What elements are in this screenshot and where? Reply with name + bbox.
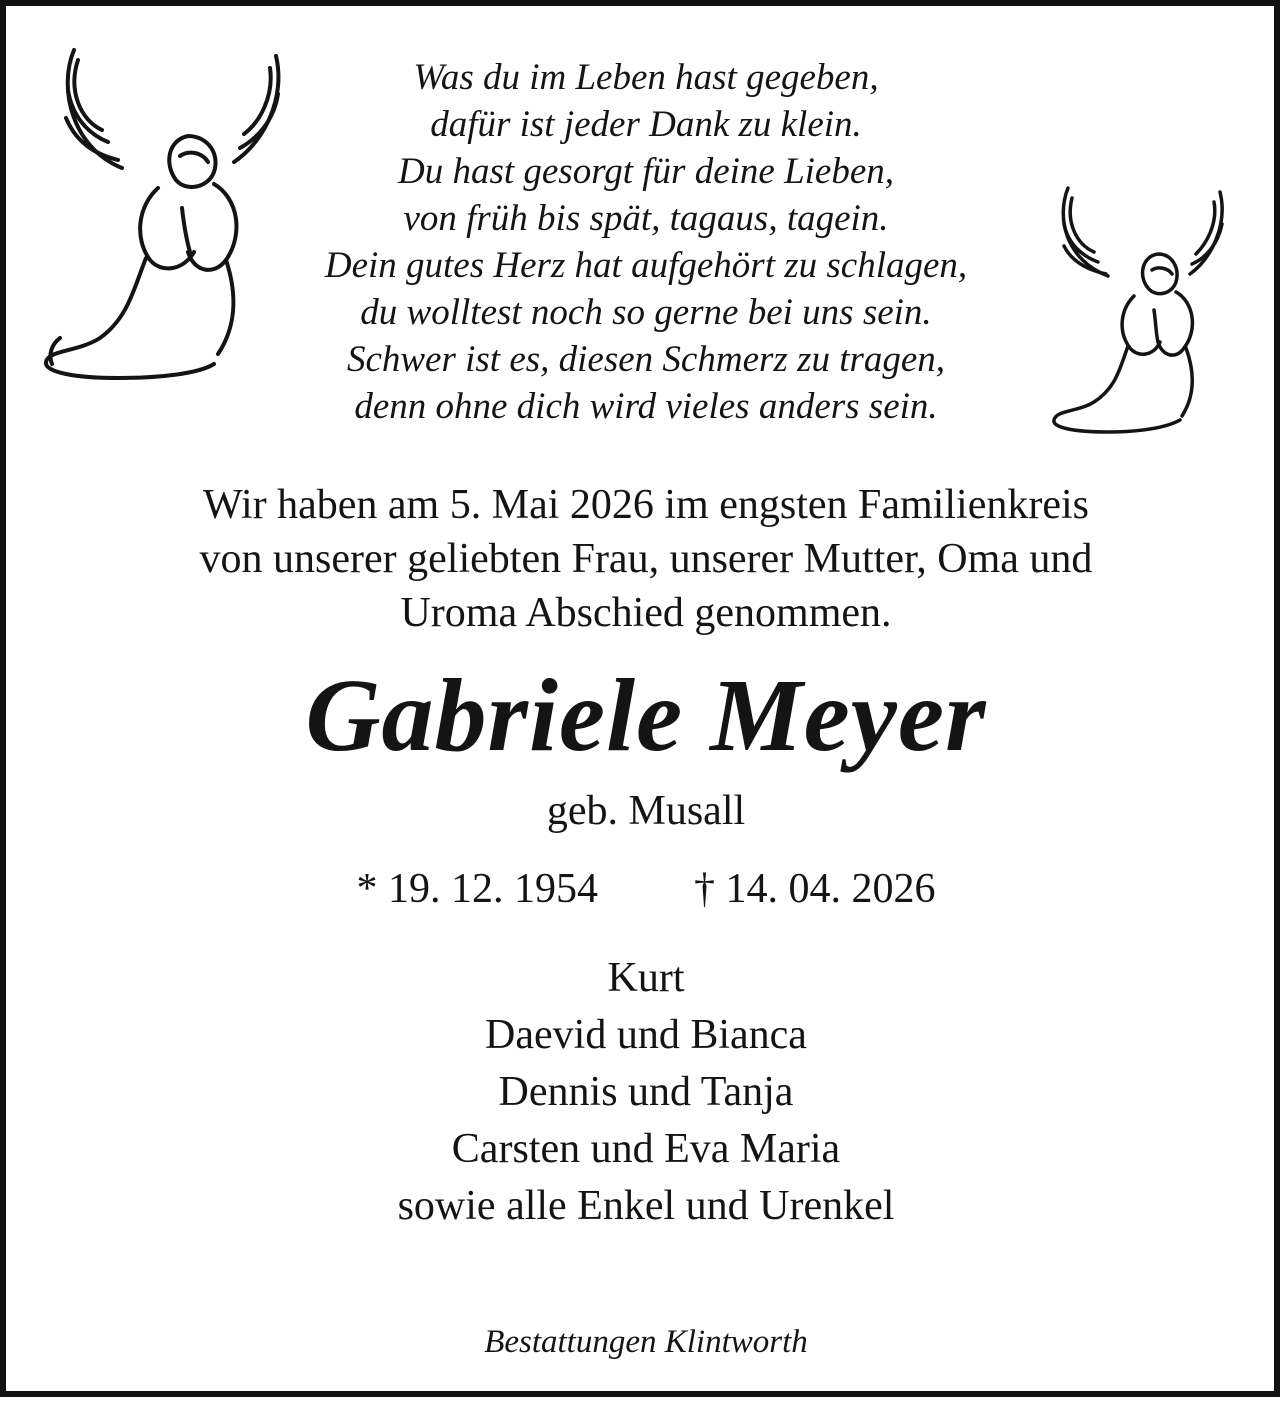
mourner-line: Carsten und Eva Maria — [451, 1126, 841, 1172]
maiden-name: geb. Musall — [546, 788, 746, 834]
poem-line: denn ohne dich wird vieles anders sein. — [354, 386, 938, 427]
life-dates — [46, 862, 1246, 916]
poem-line: Du hast gesorgt für deine Lieben, — [397, 151, 895, 192]
poem-line: dafür ist jeder Dank zu klein. — [430, 104, 862, 145]
mourners-list — [46, 950, 1246, 1235]
mourner-line: Kurt — [607, 955, 685, 1001]
angel-right-icon — [1046, 184, 1236, 436]
poem-line: Was du im Leben hast gegeben, — [413, 57, 879, 98]
poem-line: du wolltest noch so gerne bei uns sein. — [360, 292, 932, 333]
funeral-home: Bestattungen Klintworth — [484, 1324, 808, 1360]
mourner-line: sowie alle Enkel und Urenkel — [397, 1183, 895, 1229]
deceased-name: Gabriele Meyer — [305, 658, 987, 773]
mourner-line: Dennis und Tanja — [498, 1069, 794, 1115]
mourner-line: Daevid und Bianca — [485, 1012, 807, 1058]
poem-line: Dein gutes Herz hat aufgehört zu schlagen, — [324, 245, 968, 286]
poem-line: von früh bis spät, tagaus, tagein. — [403, 198, 889, 239]
birth-date: * 19. 12. 1954 — [356, 866, 598, 912]
farewell-statement — [46, 478, 1246, 640]
poem — [246, 54, 1046, 430]
farewell-line: von unserer geliebten Frau, unserer Mutter, Oma und — [199, 536, 1093, 582]
poem-line: Schwer ist es, diesen Schmerz zu tragen, — [346, 339, 946, 380]
farewell-line: Wir haben am 5. Mai 2026 im engsten Familienkreis — [203, 482, 1089, 528]
death-date: † 14. 04. 2026 — [694, 866, 936, 912]
farewell-line: Uroma Abschied genommen. — [400, 590, 892, 636]
